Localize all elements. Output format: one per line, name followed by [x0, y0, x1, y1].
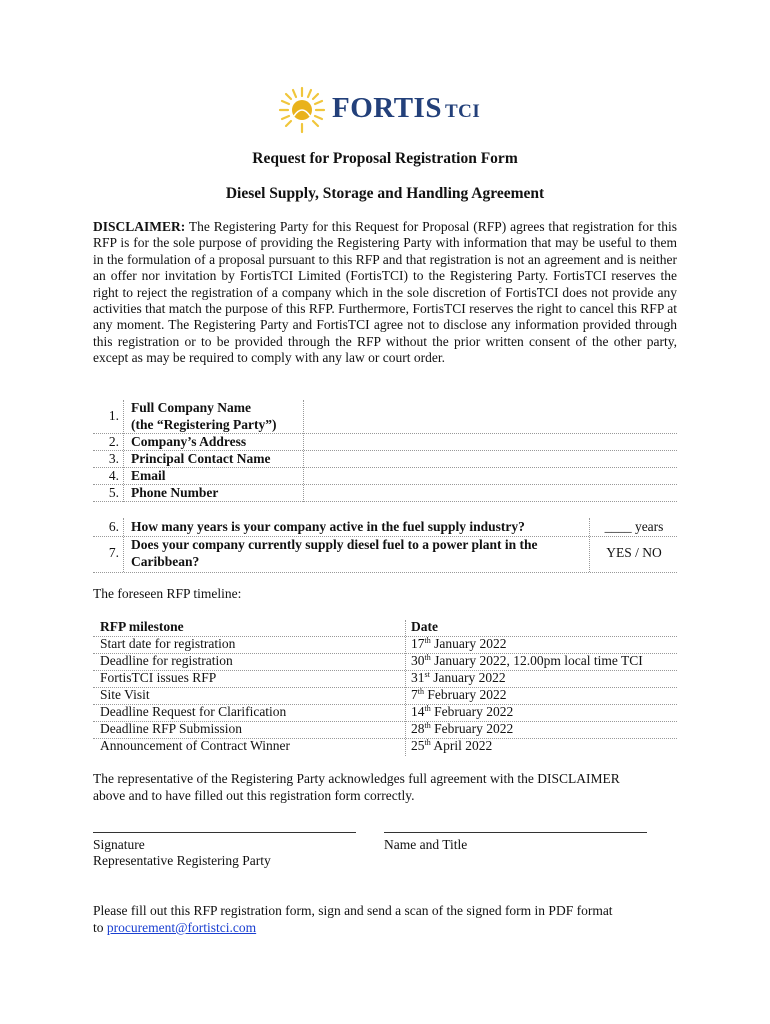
date-cell: 17th January 2022 — [411, 636, 507, 651]
phone-input[interactable] — [305, 485, 677, 501]
milestone-cell: FortisTCI issues RFP — [100, 670, 217, 685]
contact-name-input[interactable] — [305, 451, 677, 467]
milestone-cell: Announcement of Contract Winner — [100, 738, 291, 753]
date-cell: 25th April 2022 — [411, 738, 493, 753]
milestone-cell: Deadline Request for Clarification — [100, 704, 287, 719]
acknowledgement-line-2: above and to have filled out this registration form correctly. — [93, 788, 415, 803]
disclaimer-text: The Registering Party for this Request for Proposal (RFP) agrees that registration for this RFP is for the sole purpose of providing the Registering Party with information that may be useful to them in the formulation of a proposal pursuant to this RFP and that registration is not an agreement and is neither an offer nor invitation by FortisTCI Limited (FortisTCI) to the Registering Party. FortisTCI reserves the right to reject the registration of a company which in the sole discretion of FortisTCI does not provide any activities that match the purpose of this RFP. Furthermore, FortisTCI reserves the right to cancel this RFP at any moment. The Registering Party and FortisTCI agree not to disclose any information provided through this registration or to be provided through the RFP without the prior written consent of the other party, except as may be required to comply with any law or court order. — [93, 219, 677, 366]
milestone-cell: Site Visit — [100, 687, 150, 702]
email-label: Email — [131, 468, 166, 483]
date-cell: 14th February 2022 — [411, 704, 514, 719]
date-cell: 7th February 2022 — [411, 687, 507, 702]
phone-label: Phone Number — [131, 485, 219, 500]
date-cell: 30th January 2022, 12.00pm local time TCI — [411, 653, 643, 668]
company-address-input[interactable] — [305, 434, 677, 450]
submission-instruction: Please fill out this RFP registration form, sign and send a scan of the signed form in PDF format — [93, 903, 613, 918]
name-title-line[interactable] — [384, 832, 647, 833]
sun-logo-icon — [276, 86, 328, 134]
registering-party-label: (the “Registering Party”) — [131, 417, 277, 432]
milestone-column-header: RFP milestone — [100, 619, 184, 634]
caribbean-supply-question: Does your company currently supply diesel fuel to a power plant in the Caribbean? — [131, 537, 538, 569]
disclaimer-paragraph — [93, 219, 677, 367]
years-active-input[interactable]: ____ years — [604, 519, 664, 534]
timeline-intro: The foreseen RFP timeline: — [93, 586, 242, 601]
representative-label: Representative Registering Party — [93, 853, 271, 868]
company-name-input[interactable] — [305, 400, 677, 432]
row-number: 7. — [108, 545, 119, 560]
acknowledgement-line-1: The representative of the Registering Party acknowledges full agreement with the DISCLAIMER — [93, 771, 620, 786]
logo-wordmark — [332, 92, 480, 125]
date-column-header: Date — [411, 619, 438, 634]
company-address-label: Company’s Address — [131, 434, 247, 449]
to-label: to — [93, 920, 104, 935]
name-title-label: Name and Title — [384, 837, 468, 852]
milestone-cell: Start date for registration — [100, 636, 236, 651]
company-name-label: Full Company Name — [131, 400, 252, 415]
date-cell: 28th February 2022 — [411, 721, 514, 736]
contact-name-label: Principal Contact Name — [131, 451, 271, 466]
date-cell: 31st January 2022 — [411, 670, 506, 685]
signature-label: Signature — [93, 837, 145, 852]
logo-brand: FORTIS — [332, 92, 442, 124]
company-logo — [276, 86, 496, 134]
timeline-table — [93, 618, 677, 758]
row-number: 3. — [108, 451, 119, 466]
years-active-question: How many years is your company active in the fuel supply industry? — [131, 519, 525, 534]
milestone-cell: Deadline for registration — [100, 653, 233, 668]
registration-fields-table — [93, 398, 677, 504]
logo-suffix: TCI — [444, 101, 481, 122]
milestone-cell: Deadline RFP Submission — [100, 721, 243, 736]
row-number: 4. — [108, 468, 119, 483]
procurement-email-link[interactable]: procurement@fortistci.com — [106, 920, 257, 935]
disclaimer-label: DISCLAIMER: — [93, 219, 186, 234]
email-input[interactable] — [305, 468, 677, 484]
page-title: Request for Proposal Registration Form — [252, 150, 518, 167]
row-number: 2. — [108, 434, 119, 449]
row-number: 6. — [108, 519, 119, 534]
page-subtitle: Diesel Supply, Storage and Handling Agreement — [225, 185, 545, 202]
signature-line[interactable] — [93, 832, 356, 833]
row-number: 5. — [108, 485, 119, 500]
row-number: 1. — [108, 408, 119, 423]
yes-no-selector[interactable]: YES / NO — [606, 545, 662, 560]
questions-table — [93, 516, 677, 574]
submission-email-line — [93, 920, 256, 936]
